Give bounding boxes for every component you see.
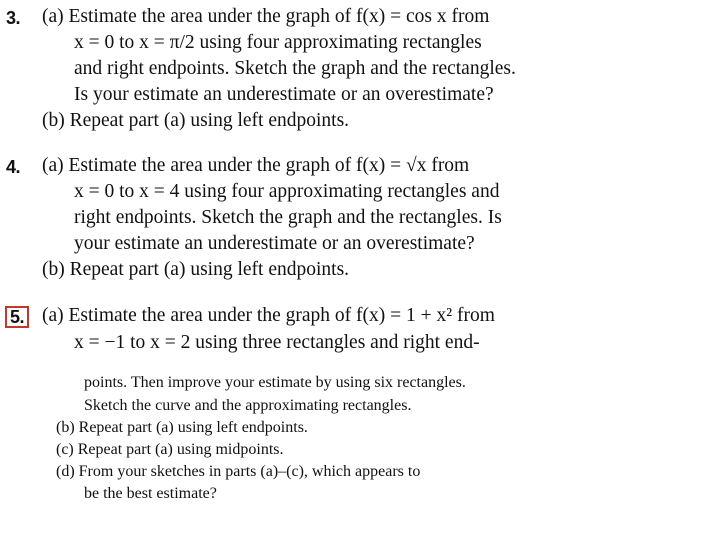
problem-line: (d) From your sketches in parts (a)–(c), which appears to — [56, 463, 421, 480]
problem-line: x = 0 to x = 4 using four approximating rectangles and — [74, 181, 500, 202]
problem-line: Sketch the curve and the approximating rectangles. — [84, 397, 412, 414]
problem-number: 4. — [6, 157, 21, 177]
problem-number-boxed: 5. — [5, 306, 29, 328]
problem-line: (a) Estimate the area under the graph of f(x) = √x from — [42, 155, 470, 176]
problem-line: points. Then improve your estimate by using six rectangles. — [84, 374, 466, 391]
problem-line: (b) Repeat part (a) using left endpoints. — [42, 259, 350, 280]
problem-line: x = −1 to x = 2 using three rectangles and right end- — [74, 332, 480, 353]
problem-number: 3. — [6, 8, 21, 28]
problem-line: (a) Estimate the area under the graph of f(x) = 1 + x² from — [42, 305, 495, 326]
problem-line: right endpoints. Sketch the graph and the rectangles. Is — [74, 207, 502, 228]
problem-line: your estimate an underestimate or an overestimate? — [74, 233, 475, 254]
problem-line: (c) Repeat part (a) using midpoints. — [56, 441, 284, 458]
problem-line: x = 0 to x = π/2 using four approximating rectangles — [74, 32, 482, 53]
problem-line: be the best estimate? — [84, 485, 217, 502]
problem-line: (a) Estimate the area under the graph of f(x) = cos x from — [42, 6, 490, 27]
problem-line: and right endpoints. Sketch the graph and the rectangles. — [74, 58, 516, 79]
problem-line: (b) Repeat part (a) using left endpoints. — [42, 110, 350, 131]
problem-line: Is your estimate an underestimate or an overestimate? — [74, 84, 494, 105]
problem-line: (b) Repeat part (a) using left endpoints. — [56, 419, 308, 436]
